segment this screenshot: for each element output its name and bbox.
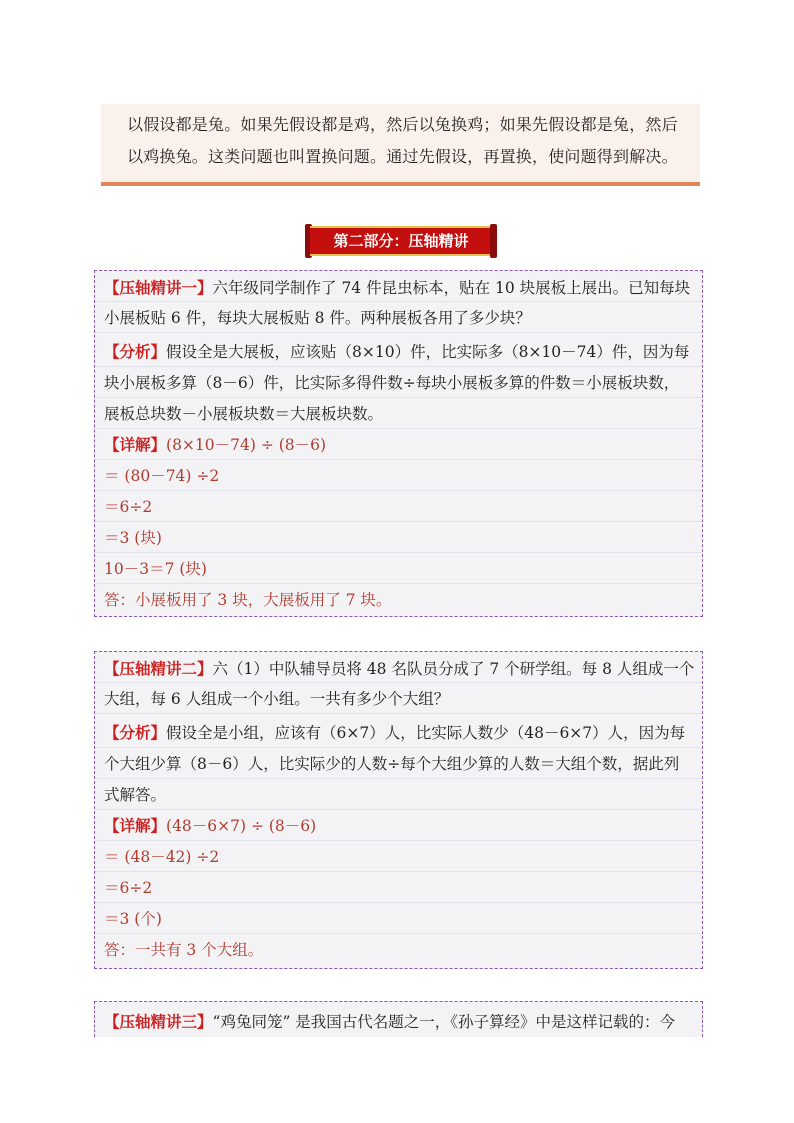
card2-solution-line-1: [104, 816, 316, 836]
card2-analysis-tag: 【分析】: [104, 723, 167, 742]
card3-q1: “鸡兔同笼” 是我国古代名题之一，《孙子算经》中是这样记载的：今: [212, 1013, 676, 1031]
card1-row: [95, 336, 702, 367]
card2-row: [95, 934, 702, 964]
card1-row: [95, 398, 702, 429]
intro-divider: [101, 182, 700, 186]
card2-tag: 【压轴精讲二】: [104, 659, 213, 678]
card3-question-line-1: [104, 1012, 675, 1032]
problem-card-2: [94, 651, 703, 969]
card1-solution-line-1: [104, 435, 326, 455]
card2-row: [95, 810, 702, 841]
card3-row: [95, 1002, 702, 1032]
card1-row: [95, 302, 702, 333]
card1-analysis-line-3: 展板总块数－小展板块数＝大展板块数。: [104, 405, 384, 423]
card2-row: [95, 717, 702, 748]
card1-a1: 假设全是大展板，应该贴（8×10）件，比实际多（8×10－74）件，因为每: [166, 343, 690, 361]
card1-question-line-2: 小展板贴 6 件，每块大展板贴 8 件。两种展板各用了多少块？: [104, 309, 531, 327]
card1-analysis-line-1: [104, 342, 689, 362]
card2-row: [95, 652, 702, 683]
card1-analysis-line-2: 块小展板多算（8－6）件，比实际多得件数÷每块小展板多算的件数＝小展板块数，: [104, 374, 680, 392]
card1-row: [95, 367, 702, 398]
card2-row: [95, 779, 702, 810]
card1-row: [95, 271, 702, 302]
intro-line-2: 以鸡换兔。这类问题也叫置换问题。通过先假设，再置换，使问题得到解决。: [127, 147, 678, 166]
section-banner: [305, 224, 497, 258]
card1-row: [95, 491, 702, 522]
card1-solution-line-4: ＝3 (块): [104, 529, 162, 547]
card2-a1: 假设全是小组，应该有（6×7）人，比实际人数少（48－6×7）人，因为每: [166, 724, 686, 742]
card1-solution-line-3: ＝6÷2: [104, 498, 153, 516]
card1-solution-line-5: 10－3＝7 (块): [104, 560, 207, 578]
card1-solution-line-2: ＝ (80－74) ÷2: [104, 467, 220, 485]
card1-row: [95, 522, 702, 553]
card1-question-line-1: [104, 278, 690, 298]
card2-row: [95, 683, 702, 714]
card1-row: [95, 429, 702, 460]
section-title: 第二部分：压轴精讲: [333, 232, 469, 250]
card2-solution-line-2: ＝ (48－42) ÷2: [104, 848, 220, 866]
card2-q1: 六（1）中队辅导员将 48 名队员分成了 7 个研学组。每 8 人组成一个: [212, 660, 695, 678]
card1-s1: (8×10－74) ÷ (8－6): [166, 436, 327, 454]
card1-row: [95, 584, 702, 614]
intro-line-1: 以假设都是兔。如果先假设都是鸡，然后以兔换鸡；如果先假设都是兔，然后: [127, 115, 678, 134]
card1-solution-tag: 【详解】: [104, 435, 167, 454]
card2-s1: (48－6×7) ÷ (8－6): [166, 817, 317, 835]
problem-card-3: [94, 1001, 703, 1037]
card2-analysis-line-1: [104, 723, 685, 743]
card1-tag: 【压轴精讲一】: [104, 278, 213, 297]
card2-analysis-line-3: 式解答。: [104, 786, 167, 804]
card2-question-line-1: [104, 659, 694, 679]
card1-q1: 六年级同学制作了 74 件昆虫标本，贴在 10 块展板上展出。已知每块: [212, 279, 691, 297]
card2-row: [95, 903, 702, 934]
card2-solution-line-3: ＝6÷2: [104, 879, 153, 897]
card2-row: [95, 841, 702, 872]
card2-solution-tag: 【详解】: [104, 816, 167, 835]
intro-box: [101, 104, 700, 182]
card2-question-line-2: 大组，每 6 人组成一个小组。一共有多少个大组？: [104, 690, 450, 708]
card1-analysis-tag: 【分析】: [104, 342, 167, 361]
card2-row: [95, 748, 702, 779]
card2-row: [95, 872, 702, 903]
card2-answer: 答：一共有 3 个大组。: [104, 941, 264, 959]
card2-analysis-line-2: 个大组少算（8－6）人，比实际少的人数÷每个大组少算的人数＝大组个数，据此列: [104, 755, 680, 773]
card3-tag: 【压轴精讲三】: [104, 1012, 213, 1031]
card1-row: [95, 553, 702, 584]
card1-answer: 答：小展板用了 3 块，大展板用了 7 块。: [104, 591, 392, 609]
card2-solution-line-4: ＝3 (个): [104, 910, 162, 928]
card1-row: [95, 460, 702, 491]
problem-card-1: [94, 270, 703, 617]
